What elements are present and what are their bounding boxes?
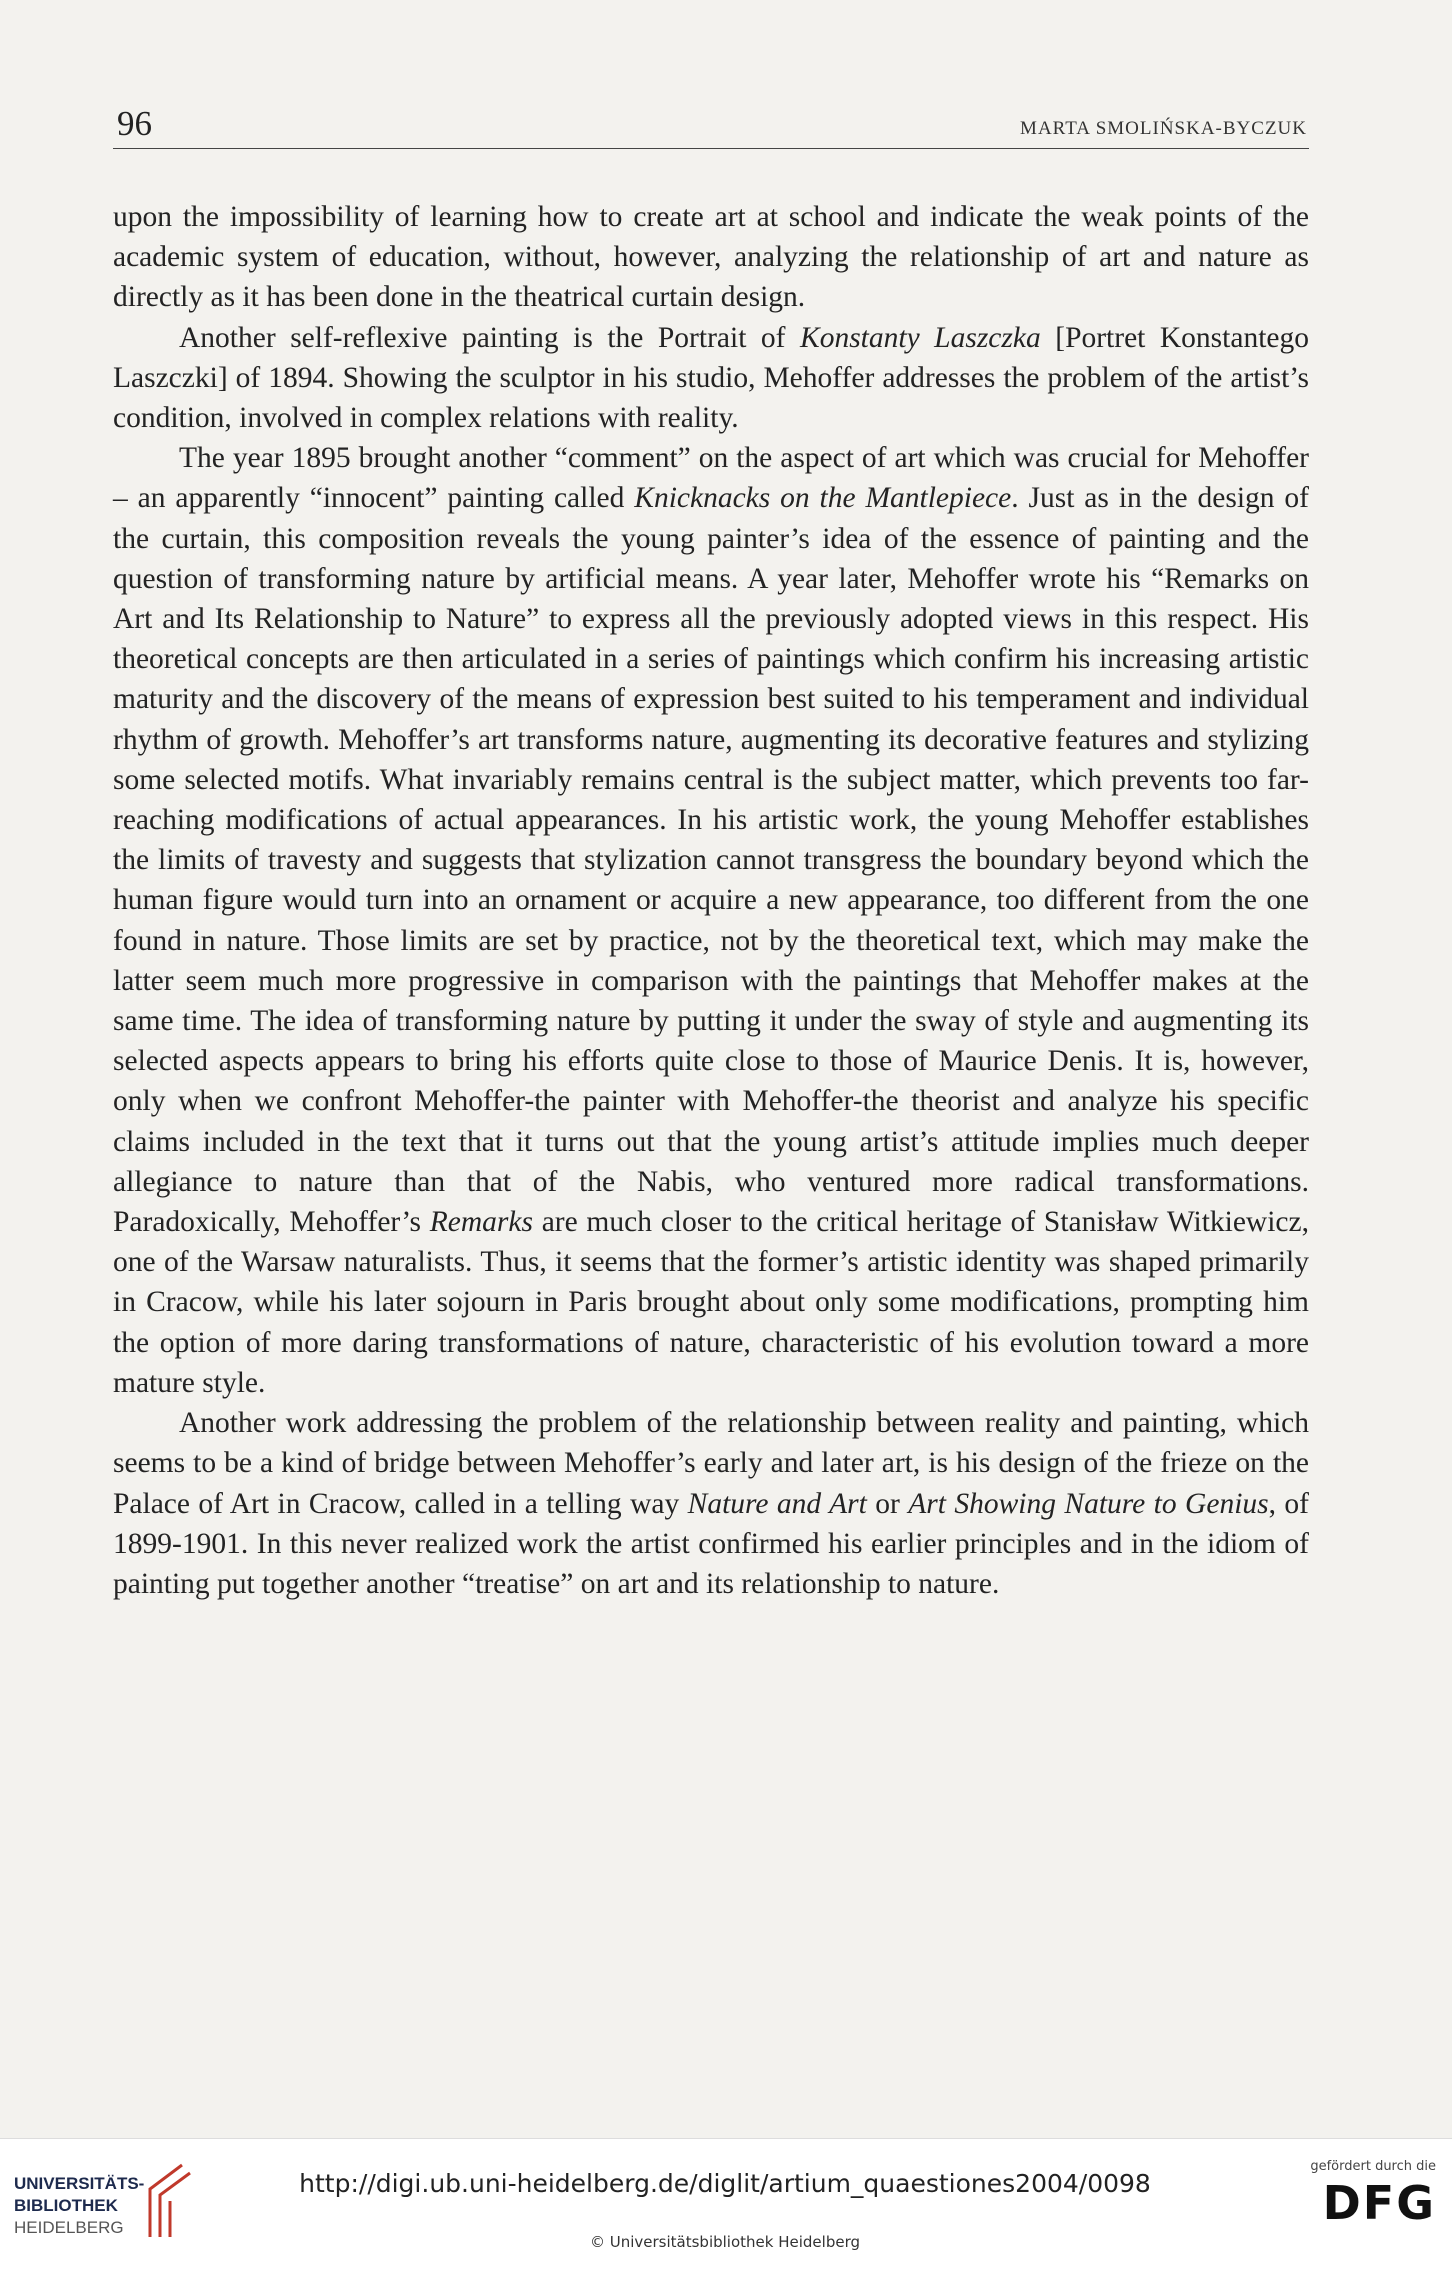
text-run: , of 1899-1901. In this never realized work the artist confirmed his earlier principles and in the idiom of painting put together another “treatise” on art and its relationship to nature.	[113, 1487, 1310, 1600]
text-run: [Portret Konstantego Laszczki] of 1894. Showing the sculptor in his studio, Mehoffer addresses the problem of the artist’s condition, involved in complex relations with reality.	[113, 321, 1309, 435]
library-name-line-1: UNIVERSITÄTS-	[14, 2174, 145, 2193]
paragraph	[113, 318, 1309, 439]
library-name-line-3: HEIDELBERG	[14, 2218, 124, 2237]
funder-logo	[1296, 2159, 1436, 2259]
paragraph	[113, 438, 1309, 1403]
text-run: are much closer to the critical heritage of Stanisław Witkiewicz, one of the Warsaw naturalists. Thus, it seems that the former’s artistic identity was shaped primarily in Cracow, while his later sojourn in Paris brought about only some modifications, prompting him the option of more daring transformations of nature, characteristic of his evolution toward a more mature style.	[113, 1206, 1309, 1399]
italic-title: Konstanty Laszczka	[800, 321, 1041, 354]
source-url-link[interactable]: http://digi.ub.uni-heidelberg.de/diglit/artium_quaestiones2004/0098	[299, 2169, 1151, 2198]
dfg-logo-icon: DFG	[1322, 2176, 1436, 2230]
italic-title: Art Showing Nature to Genius	[908, 1487, 1269, 1520]
library-name-line-2: BIBLIOTHEK	[14, 2196, 118, 2215]
text-run: . Just as in the design of the curtain, this composition reveals the young painter’s idea of the essence of painting and the question of transforming nature by artificial means. A year later, Mehoffer wrote his “Remarks on Art and Its Relationship to Nature” to express all the previously adopted views in this respect. His theoretical concepts are then articulated in a series of paintings which confirm his increasing artistic maturity and the discovery of the means of expression best suited to his temperament and individual rhythm of growth. Mehoffer’s art transforms nature, augmenting its decorative features and stylizing some selected motifs. What invariably remains central is the subject matter, which prevents too far-reaching modifications of actual appearances. In his artistic work, the young Mehoffer establishes the limits of travesty and suggests that stylization cannot transgress the boundary beyond which the human figure would turn into an ornament or acquire a new appearance, too different from the one found in nature. Those limits are set by practice, not by the theoretical text, which may make the latter seem much more progressive in comparison with the paintings that Mehoffer makes at the same time. The idea of transforming nature by putting it under the sway of style and augmenting its selected aspects appears to bring his efforts quite close to those of Maurice Denis. It is, however, only when we confront Mehoffer-the painter with Mehoffer-the theorist and analyze his specific claims included in the text that it turns out that the young artist’s attitude implies much deeper allegiance to nature than that of the Nabis, who ventured more radical transformations. Paradoxically, Mehoffer’s	[113, 482, 1309, 1239]
library-emblem-icon	[142, 2159, 202, 2239]
page-header	[113, 100, 1309, 149]
digitization-footer	[0, 2138, 1452, 2271]
funder-label: gefördert durch die	[1310, 2159, 1436, 2174]
text-run: The year 1895 brought another “comment” on the aspect of art which was crucial for Mehoffer – an apparently “innocent” painting called	[113, 442, 1309, 515]
body-text	[113, 197, 1309, 1604]
paragraph	[113, 1403, 1309, 1604]
text-run: Another self-reflexive painting is the Portrait of	[179, 321, 801, 354]
italic-title: Knicknacks on the Mantlepiece	[634, 482, 1012, 515]
text-run: upon the impossibility of learning how to create art at school and indicate the weak points of the academic system of education, without, however, analyzing the relationship of art and nature as directly as it has been done in the theatrical curtain design.	[113, 201, 1309, 314]
running-head-author: MARTA SMOLIŃSKA-BYCZUK	[1020, 118, 1307, 139]
text-run: or	[866, 1487, 909, 1520]
text-run: Another work addressing the problem of the relationship between reality and painting, which seems to be a kind of bridge between Mehoffer’s early and later art, is his design of the frieze on the Palace of Art in Cracow, called in a telling way	[113, 1407, 1309, 1520]
italic-title: Remarks	[429, 1206, 533, 1239]
copyright-notice: © Universitätsbibliothek Heidelberg	[589, 2233, 860, 2251]
paragraph	[113, 197, 1309, 318]
library-name	[14, 2173, 144, 2239]
library-logo	[14, 2167, 224, 2257]
page-number: 96	[117, 104, 152, 143]
italic-title: Nature and Art	[687, 1487, 867, 1520]
